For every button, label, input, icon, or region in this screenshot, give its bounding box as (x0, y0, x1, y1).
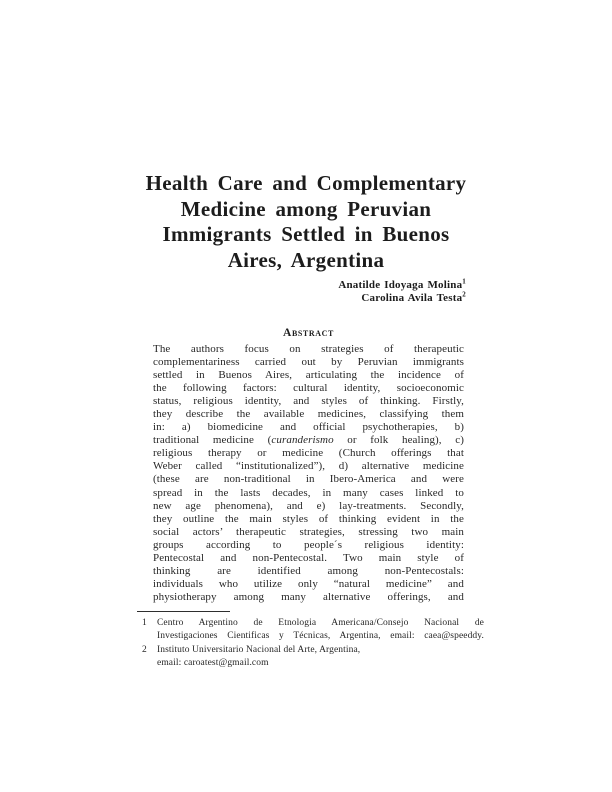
abstract-line-segment: or folk healing), c) (333, 434, 464, 447)
abstract-line: the following factors: cultural identity, socioeconomic (153, 381, 464, 394)
author-name-text: Carolina Avila Testa (361, 292, 463, 305)
abstract-line (153, 434, 464, 447)
footnote-line: email: caroatest@gmail.com (157, 658, 269, 669)
footnote (137, 644, 484, 671)
footnote-separator-rule (137, 611, 230, 612)
author-name (338, 292, 466, 305)
author-footnote-ref: 1 (462, 277, 466, 286)
author-footnote-ref: 2 (462, 290, 466, 299)
abstract-line: physiotherapy among many alternative offerings, and (153, 591, 464, 604)
title-line: Medicine among Peruvian (180, 196, 432, 221)
abstract-heading: Abstract (283, 327, 334, 339)
footnote-text (157, 617, 484, 644)
paper-title (76, 171, 536, 273)
abstract-line: Weber called “institutionalized”), d) alternative medicine (153, 460, 464, 473)
abstract-line: (these are non-traditional in Ibero-America and were (153, 473, 464, 486)
abstract-line-italic: curanderismo (271, 434, 334, 447)
footnote-line: Centro Argentino de Etnologia Americana/Consejo Nacional de (157, 618, 484, 628)
abstract-line: in: a) biomedicine and official psychotherapies, b) (153, 421, 464, 434)
author-name (338, 279, 466, 292)
author-name-text: Anatilde Idoyaga Molina (338, 279, 463, 291)
footnote-number: 2 (142, 645, 147, 656)
footnote (137, 617, 484, 644)
abstract-line: individuals who utilize only “natural medicine” and (153, 578, 464, 591)
abstract-line: thinking are identified among non-Pentecostals: (153, 565, 464, 578)
abstract-line: complementariness carried out by Peruvian immigrants (153, 355, 464, 368)
footnote-line: Investigaciones Cientificas y Técnicas, Argentina, email: caea@speeddy. (157, 631, 484, 642)
authors-block (338, 279, 466, 306)
abstract-line: The authors focus on strategies of therapeutic (153, 342, 464, 355)
title-line: Immigrants Settled in Buenos (162, 222, 450, 246)
abstract-line: religious therapy or medicine (Church offerings that (153, 447, 464, 460)
abstract-line: settled in Buenos Aires, articulating the incidence of (153, 368, 464, 381)
title-line: Health Care and Complementary (145, 171, 467, 195)
title-line: Aires, Argentina (227, 247, 385, 272)
abstract-line: new age phenomena), and e) lay-treatments. Secondly, (153, 499, 464, 512)
abstract-line: spread in the lasts decades, in many cases linked to (153, 486, 464, 499)
abstract-body (153, 343, 464, 605)
abstract-line: social actors’ therapeutic strategies, stressing two main (153, 525, 464, 538)
abstract-line: status, religious identity, and styles of thinking. Firstly, (153, 394, 464, 407)
abstract-line: Pentecostal and non-Pentecostal. Two main style of (153, 552, 464, 564)
footnote-line: Instituto Universitario Nacional del Arte, Argentina, (157, 645, 361, 656)
footnote-number: 1 (142, 618, 147, 628)
abstract-line-segment: traditional medicine ( (153, 434, 272, 447)
abstract-line: they outline the main styles of thinking evident in the (153, 512, 464, 525)
footnote-text (157, 644, 484, 671)
abstract-line: they describe the available medicines, classifying them (153, 407, 464, 420)
footnotes-block (137, 617, 484, 671)
abstract-line: groups according to people´s religious identity: (153, 538, 464, 551)
